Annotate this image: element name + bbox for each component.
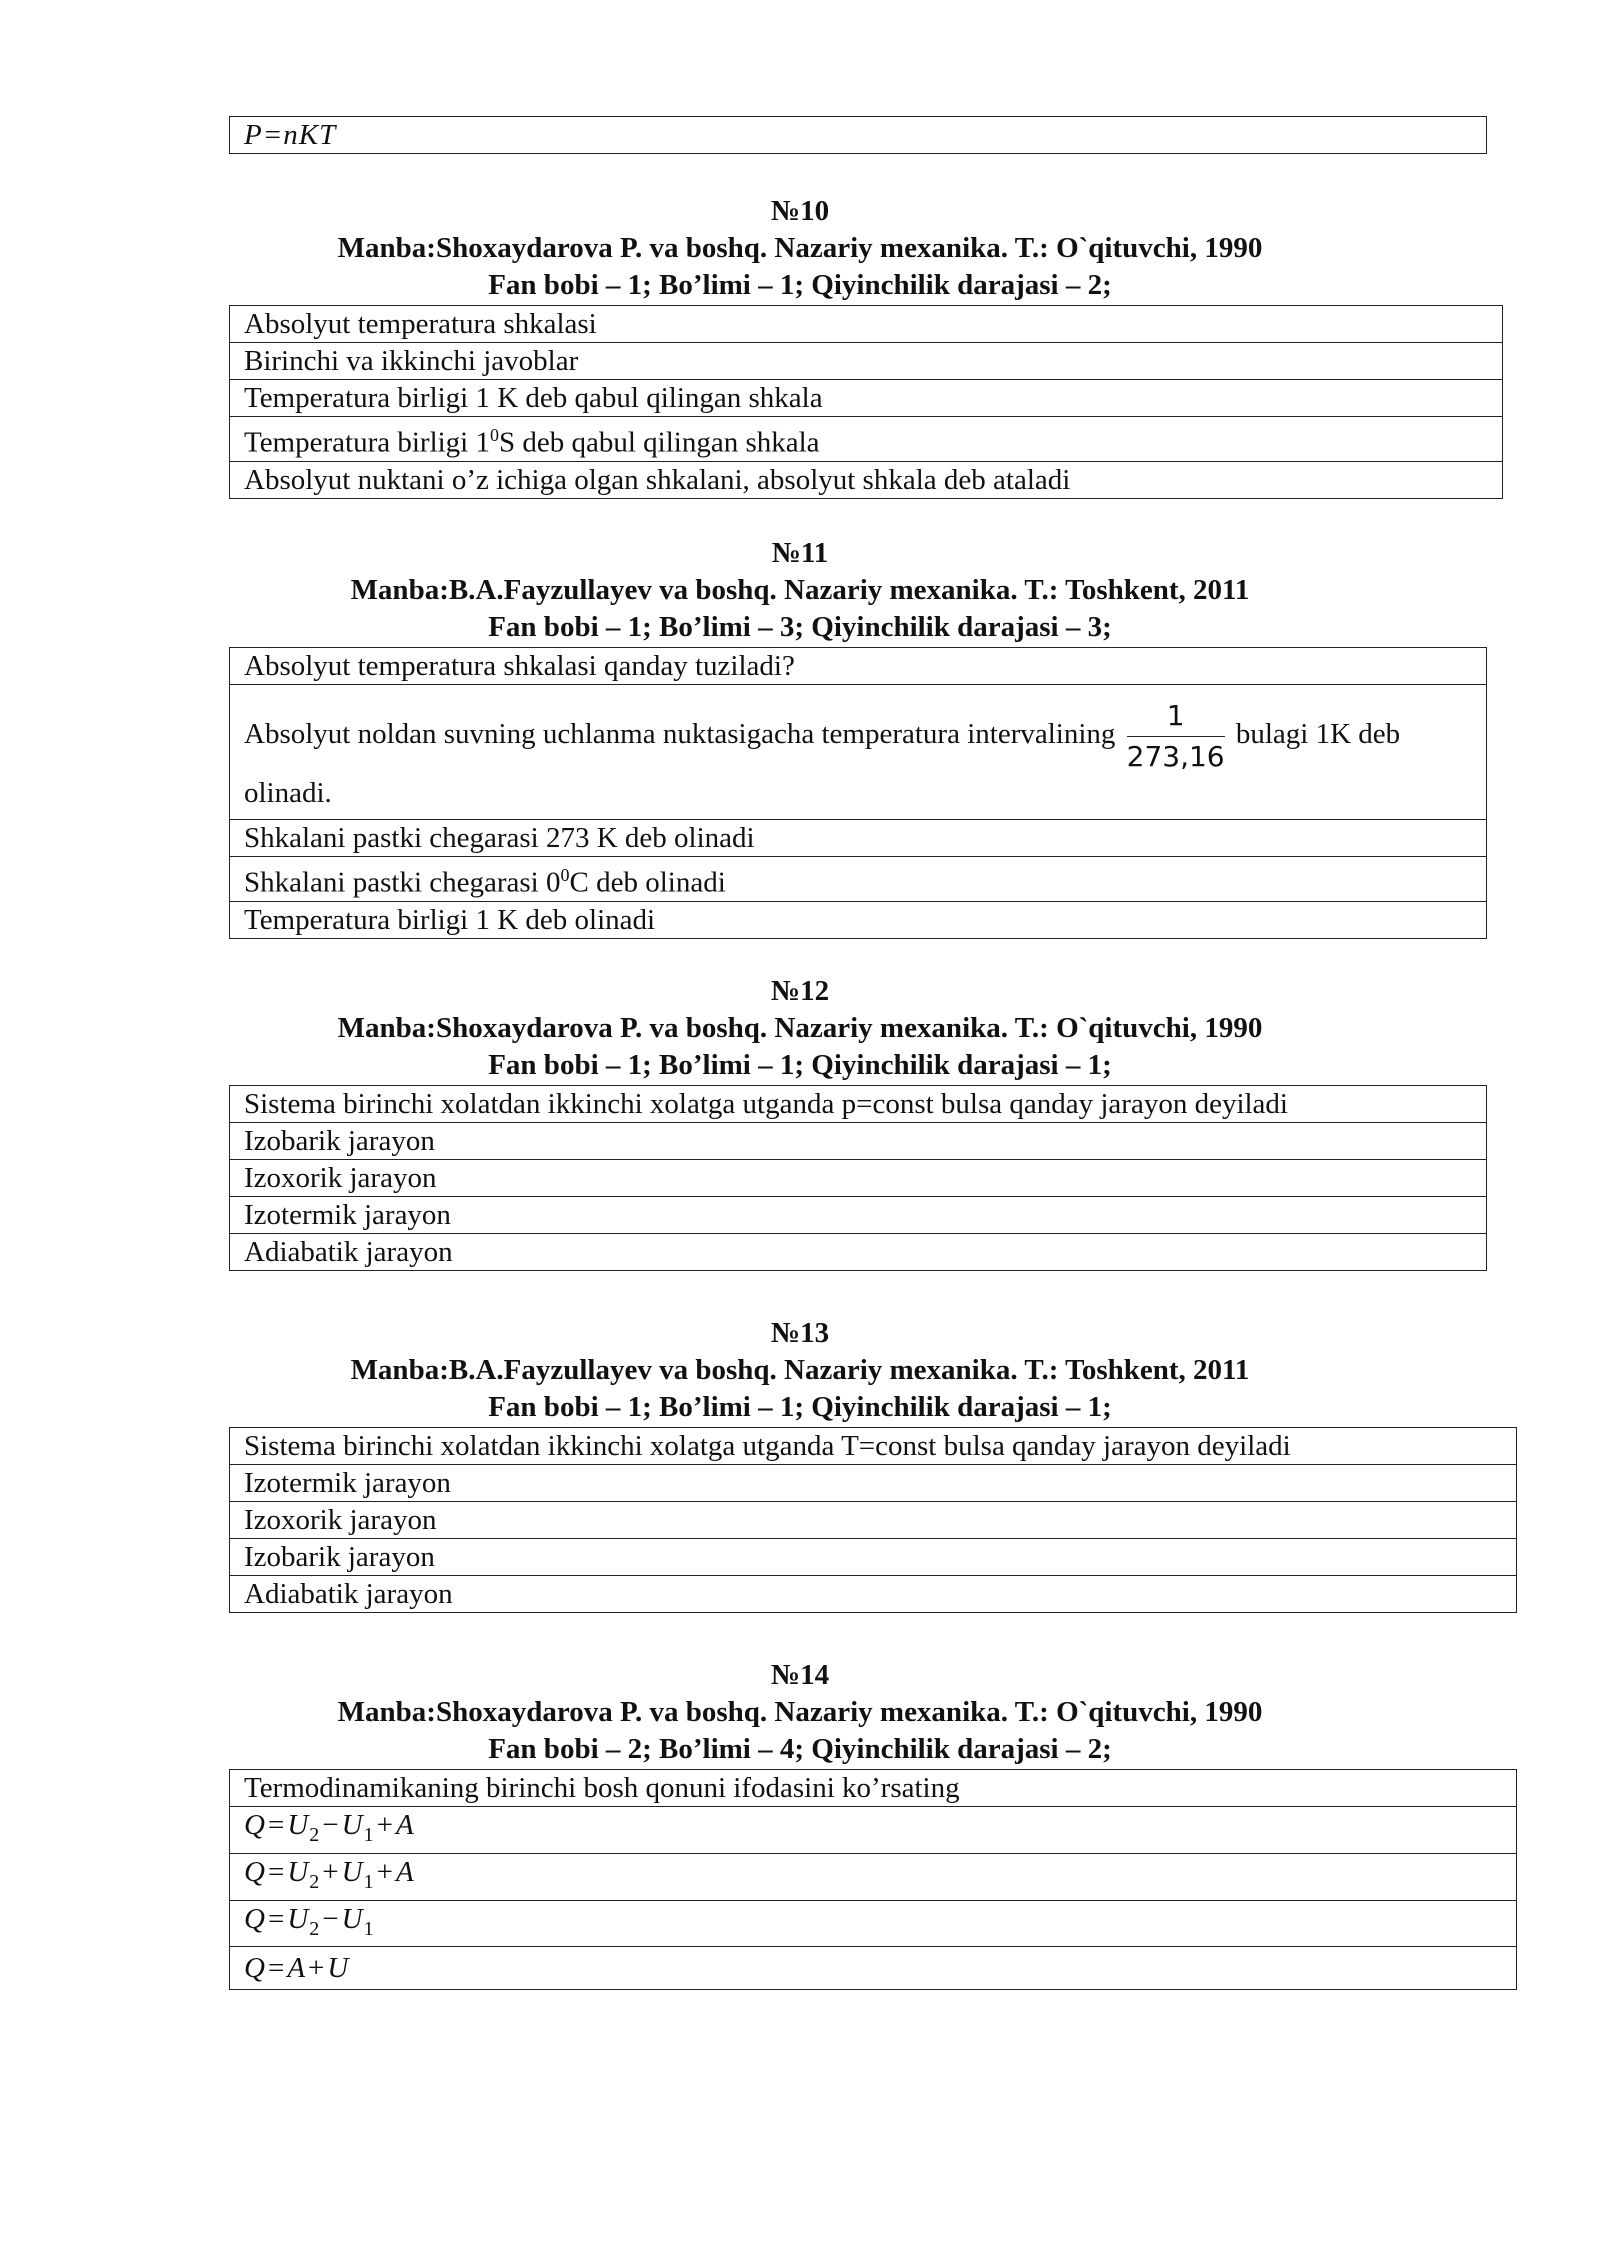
fraction-numerator: 1 <box>1127 698 1225 737</box>
question-meta: Fan bobi – 1; Bo’limi – 1; Qiyinchilik darajasi – 1; <box>488 1049 1112 1081</box>
op-plus: + <box>322 1855 340 1888</box>
var-u: U <box>287 1902 310 1935</box>
question-table-12 <box>229 1085 1487 1271</box>
question-header-12 <box>0 973 1600 1084</box>
formula-table <box>229 116 1487 154</box>
answer-text: Absolyut noldan suvning uchlanma nuktasigacha temperatura intervalining <box>244 717 1116 750</box>
var-a: A <box>395 1809 415 1841</box>
answer-formula <box>230 1807 1517 1854</box>
answer-option: Izoxorik jarayon <box>230 1502 1517 1539</box>
answer-option: Adiabatik jarayon <box>230 1576 1517 1613</box>
var-a: A <box>287 1952 307 1985</box>
answer-option: Izobarik jarayon <box>230 1123 1487 1160</box>
question-table-10 <box>229 305 1503 499</box>
superscript: 0 <box>490 425 499 445</box>
answer-text: Temperatura birligi 1 <box>244 426 490 459</box>
question-number: №10 <box>770 195 830 227</box>
answer-option: Izobarik jarayon <box>230 1539 1517 1576</box>
var-q: Q <box>244 1952 266 1985</box>
answer-option: Adiabatik jarayon <box>230 1234 1487 1271</box>
answer-option: Shkalani pastki chegarasi 273 K deb olinadi <box>230 820 1487 857</box>
subscript: 1 <box>363 1917 375 1940</box>
op-equals: = <box>267 1952 286 1985</box>
answer-text: bulagi 1K deb olinadi. <box>244 717 1401 809</box>
var-q: Q <box>244 1809 266 1841</box>
question-text: Termodinamikaning birinchi bosh qonuni ifodasini ko’rsating <box>230 1770 1517 1807</box>
answer-formula <box>230 1853 1517 1900</box>
var-u: U <box>341 1855 364 1888</box>
subscript: 2 <box>309 1870 321 1893</box>
op-plus: + <box>376 1809 394 1841</box>
formula-cell: P=nKT <box>230 117 1487 154</box>
question-number: №12 <box>770 975 830 1007</box>
fraction-denominator: 273,16 <box>1126 739 1225 773</box>
question-header-10 <box>0 193 1600 304</box>
var-q: Q <box>244 1902 266 1935</box>
answer-formula <box>230 1900 1517 1947</box>
op-equals: = <box>267 1855 286 1888</box>
op-equals: = <box>267 1902 286 1935</box>
question-table-11 <box>229 647 1487 939</box>
superscript: 0 <box>560 865 570 885</box>
question-header-13 <box>0 1315 1600 1426</box>
var-u: U <box>341 1809 364 1841</box>
question-meta: Fan bobi – 2; Bo’limi – 4; Qiyinchilik darajasi – 2; <box>488 1733 1112 1765</box>
subscript: 2 <box>309 1917 321 1940</box>
answer-option: Birinchi va ikkinchi javoblar <box>230 343 1503 380</box>
op-minus: − <box>322 1809 340 1841</box>
question-number: №13 <box>770 1317 830 1349</box>
subscript: 2 <box>309 1823 321 1846</box>
op-plus: + <box>376 1855 394 1888</box>
question-header-14 <box>0 1657 1600 1768</box>
question-meta: Fan bobi – 1; Bo’limi – 1; Qiyinchilik darajasi – 2; <box>488 269 1112 301</box>
question-header-11 <box>0 535 1600 646</box>
var-u: U <box>287 1809 310 1841</box>
question-source: Manba:B.A.Fayzullayev va boshq. Nazariy mexanika. T.: Toshkent, 2011 <box>350 1354 1250 1386</box>
op-plus: + <box>308 1952 326 1985</box>
answer-option: Absolyut nuktani o’z ichiga olgan shkalani, absolyut shkala deb ataladi <box>230 461 1503 498</box>
question-source: Manba:Shoxaydarova P. va boshq. Nazariy mexanika. T.: O`qituvchi, 1990 <box>337 1696 1263 1728</box>
op-equals: = <box>267 1809 286 1841</box>
answer-option <box>230 417 1503 462</box>
answer-option: Izotermik jarayon <box>230 1465 1517 1502</box>
question-text: Absolyut temperatura shkalasi qanday tuziladi? <box>230 648 1487 685</box>
question-text: Sistema birinchi xolatdan ikkinchi xolatga utganda T=const bulsa qanday jarayon deyiladi <box>230 1428 1517 1465</box>
answer-formula <box>230 1947 1517 1990</box>
question-meta: Fan bobi – 1; Bo’limi – 1; Qiyinchilik darajasi – 1; <box>488 1391 1112 1423</box>
question-text: Absolyut temperatura shkalasi <box>230 306 1503 343</box>
answer-text: C deb olinadi <box>569 866 726 899</box>
var-q: Q <box>244 1855 266 1888</box>
subscript: 1 <box>363 1823 375 1846</box>
answer-option: Temperatura birligi 1 K deb olinadi <box>230 901 1487 938</box>
op-minus: − <box>322 1902 340 1935</box>
answer-text: S deb qabul qilingan shkala <box>499 426 820 459</box>
question-source: Manba:B.A.Fayzullayev va boshq. Nazariy mexanika. T.: Toshkent, 2011 <box>350 574 1250 606</box>
answer-option: Temperatura birligi 1 K deb qabul qilingan shkala <box>230 380 1503 417</box>
question-number: №14 <box>770 1659 830 1691</box>
question-source: Manba:Shoxaydarova P. va boshq. Nazariy mexanika. T.: O`qituvchi, 1990 <box>337 232 1263 264</box>
answer-option <box>230 857 1487 902</box>
question-table-13 <box>229 1427 1517 1613</box>
question-table-14 <box>229 1769 1517 1990</box>
var-a: A <box>395 1855 415 1888</box>
question-meta: Fan bobi – 1; Bo’limi – 3; Qiyinchilik darajasi – 3; <box>488 611 1112 643</box>
var-u: U <box>327 1952 350 1985</box>
answer-option: Izotermik jarayon <box>230 1197 1487 1234</box>
answer-option <box>230 685 1487 820</box>
var-u: U <box>341 1902 364 1935</box>
subscript: 1 <box>363 1870 375 1893</box>
question-number: №11 <box>771 537 829 569</box>
answer-option: Izoxorik jarayon <box>230 1160 1487 1197</box>
var-u: U <box>287 1855 310 1888</box>
fraction <box>1127 698 1225 775</box>
answer-text: Shkalani pastki chegarasi 0 <box>244 866 561 899</box>
question-text: Sistema birinchi xolatdan ikkinchi xolatga utganda p=const bulsa qanday jarayon deyiladi <box>230 1086 1487 1123</box>
question-source: Manba:Shoxaydarova P. va boshq. Nazariy mexanika. T.: O`qituvchi, 1990 <box>337 1012 1263 1044</box>
